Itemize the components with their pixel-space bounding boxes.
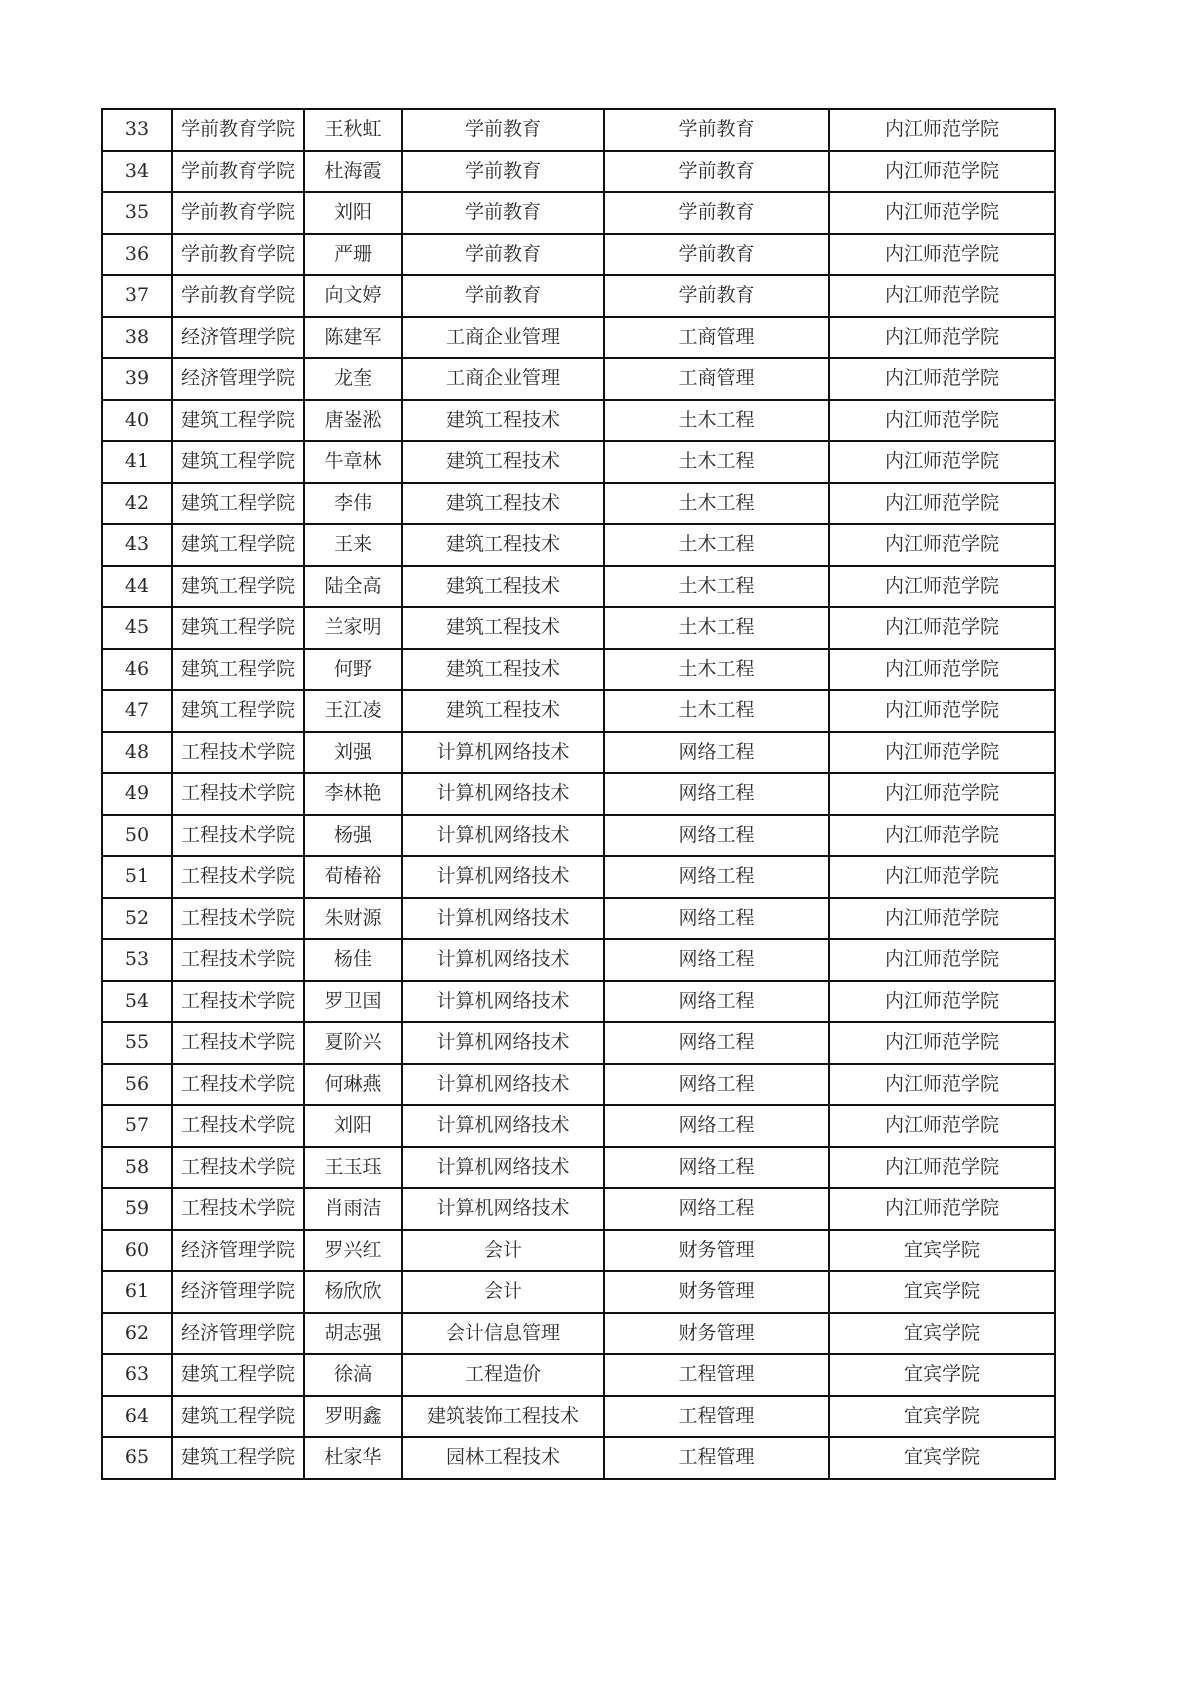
admitted-major-cell: 网络工程: [604, 815, 829, 857]
department-cell: 建筑工程学院: [172, 441, 304, 483]
department-cell: 学前教育学院: [172, 275, 304, 317]
admitted-university-cell: 内江师范学院: [829, 358, 1055, 400]
department-cell: 工程技术学院: [172, 981, 304, 1023]
admission-roster-table: [101, 108, 1056, 1480]
admitted-major-cell: 土木工程: [604, 524, 829, 566]
admitted-university-cell: 内江师范学院: [829, 192, 1055, 234]
department-cell: 工程技术学院: [172, 773, 304, 815]
row-number-cell: 44: [102, 566, 172, 608]
table-row: [102, 1313, 1055, 1355]
admitted-major-cell: 网络工程: [604, 773, 829, 815]
student-name-cell: 杨欣欣: [304, 1271, 402, 1313]
diploma-major-cell: 建筑工程技术: [402, 400, 604, 442]
student-name-cell: 龙奎: [304, 358, 402, 400]
student-name-cell: 徐滈: [304, 1354, 402, 1396]
admitted-university-cell: 内江师范学院: [829, 732, 1055, 774]
table-row: [102, 1188, 1055, 1230]
row-number-cell: 50: [102, 815, 172, 857]
student-name-cell: 荀椿裕: [304, 856, 402, 898]
admitted-major-cell: 学前教育: [604, 275, 829, 317]
student-name-cell: 夏阶兴: [304, 1022, 402, 1064]
table-row: [102, 981, 1055, 1023]
diploma-major-cell: 学前教育: [402, 109, 604, 151]
admitted-major-cell: 工程管理: [604, 1437, 829, 1479]
table-row: [102, 151, 1055, 193]
diploma-major-cell: 建筑工程技术: [402, 441, 604, 483]
row-number-cell: 64: [102, 1396, 172, 1438]
table-row: [102, 1271, 1055, 1313]
table-row: [102, 192, 1055, 234]
department-cell: 建筑工程学院: [172, 566, 304, 608]
department-cell: 建筑工程学院: [172, 649, 304, 691]
admitted-major-cell: 网络工程: [604, 856, 829, 898]
table-row: [102, 1396, 1055, 1438]
table-row: [102, 524, 1055, 566]
admitted-major-cell: 工程管理: [604, 1354, 829, 1396]
table-row: [102, 690, 1055, 732]
student-name-cell: 罗兴红: [304, 1230, 402, 1272]
admitted-major-cell: 网络工程: [604, 1147, 829, 1189]
admitted-major-cell: 网络工程: [604, 1022, 829, 1064]
row-number-cell: 54: [102, 981, 172, 1023]
table-row: [102, 1147, 1055, 1189]
admitted-major-cell: 网络工程: [604, 1188, 829, 1230]
admitted-university-cell: 内江师范学院: [829, 566, 1055, 608]
department-cell: 工程技术学院: [172, 815, 304, 857]
admitted-major-cell: 土木工程: [604, 649, 829, 691]
table-row: [102, 1354, 1055, 1396]
table-row: [102, 317, 1055, 359]
admitted-university-cell: 内江师范学院: [829, 815, 1055, 857]
student-name-cell: 陈建军: [304, 317, 402, 359]
table-row: [102, 441, 1055, 483]
department-cell: 经济管理学院: [172, 358, 304, 400]
row-number-cell: 49: [102, 773, 172, 815]
table-row: [102, 732, 1055, 774]
student-name-cell: 朱财源: [304, 898, 402, 940]
department-cell: 工程技术学院: [172, 1105, 304, 1147]
student-name-cell: 何野: [304, 649, 402, 691]
row-number-cell: 57: [102, 1105, 172, 1147]
table-row: [102, 856, 1055, 898]
table-row: [102, 773, 1055, 815]
row-number-cell: 34: [102, 151, 172, 193]
row-number-cell: 63: [102, 1354, 172, 1396]
diploma-major-cell: 计算机网络技术: [402, 815, 604, 857]
table-row: [102, 1437, 1055, 1479]
admitted-university-cell: 内江师范学院: [829, 275, 1055, 317]
student-name-cell: 李林艳: [304, 773, 402, 815]
row-number-cell: 33: [102, 109, 172, 151]
department-cell: 建筑工程学院: [172, 400, 304, 442]
admitted-university-cell: 内江师范学院: [829, 234, 1055, 276]
admitted-university-cell: 内江师范学院: [829, 1188, 1055, 1230]
department-cell: 经济管理学院: [172, 317, 304, 359]
row-number-cell: 42: [102, 483, 172, 525]
admitted-major-cell: 财务管理: [604, 1271, 829, 1313]
admitted-major-cell: 财务管理: [604, 1313, 829, 1355]
row-number-cell: 56: [102, 1064, 172, 1106]
student-name-cell: 胡志强: [304, 1313, 402, 1355]
admitted-major-cell: 学前教育: [604, 151, 829, 193]
student-name-cell: 李伟: [304, 483, 402, 525]
diploma-major-cell: 计算机网络技术: [402, 1064, 604, 1106]
table-row: [102, 649, 1055, 691]
row-number-cell: 65: [102, 1437, 172, 1479]
student-name-cell: 向文婷: [304, 275, 402, 317]
admitted-university-cell: 内江师范学院: [829, 898, 1055, 940]
department-cell: 工程技术学院: [172, 1188, 304, 1230]
table-row: [102, 275, 1055, 317]
department-cell: 学前教育学院: [172, 234, 304, 276]
student-name-cell: 刘强: [304, 732, 402, 774]
admitted-university-cell: 内江师范学院: [829, 773, 1055, 815]
row-number-cell: 59: [102, 1188, 172, 1230]
admitted-university-cell: 内江师范学院: [829, 981, 1055, 1023]
department-cell: 建筑工程学院: [172, 607, 304, 649]
row-number-cell: 35: [102, 192, 172, 234]
admitted-major-cell: 工商管理: [604, 358, 829, 400]
admitted-major-cell: 网络工程: [604, 981, 829, 1023]
admitted-university-cell: 内江师范学院: [829, 524, 1055, 566]
table-row: [102, 566, 1055, 608]
diploma-major-cell: 学前教育: [402, 234, 604, 276]
table-row: [102, 1064, 1055, 1106]
admitted-major-cell: 网络工程: [604, 732, 829, 774]
diploma-major-cell: 计算机网络技术: [402, 898, 604, 940]
row-number-cell: 52: [102, 898, 172, 940]
admitted-major-cell: 学前教育: [604, 192, 829, 234]
diploma-major-cell: 会计: [402, 1271, 604, 1313]
diploma-major-cell: 学前教育: [402, 192, 604, 234]
admitted-university-cell: 内江师范学院: [829, 1147, 1055, 1189]
row-number-cell: 53: [102, 939, 172, 981]
diploma-major-cell: 学前教育: [402, 275, 604, 317]
diploma-major-cell: 园林工程技术: [402, 1437, 604, 1479]
admitted-university-cell: 内江师范学院: [829, 1105, 1055, 1147]
diploma-major-cell: 计算机网络技术: [402, 1022, 604, 1064]
admitted-major-cell: 网络工程: [604, 1064, 829, 1106]
row-number-cell: 43: [102, 524, 172, 566]
department-cell: 工程技术学院: [172, 939, 304, 981]
diploma-major-cell: 计算机网络技术: [402, 1188, 604, 1230]
department-cell: 建筑工程学院: [172, 483, 304, 525]
student-name-cell: 杨强: [304, 815, 402, 857]
row-number-cell: 61: [102, 1271, 172, 1313]
student-name-cell: 杜海霞: [304, 151, 402, 193]
admitted-major-cell: 网络工程: [604, 939, 829, 981]
admitted-university-cell: 内江师范学院: [829, 1022, 1055, 1064]
row-number-cell: 41: [102, 441, 172, 483]
admitted-university-cell: 内江师范学院: [829, 400, 1055, 442]
student-name-cell: 牛章林: [304, 441, 402, 483]
row-number-cell: 39: [102, 358, 172, 400]
diploma-major-cell: 计算机网络技术: [402, 732, 604, 774]
table-row: [102, 109, 1055, 151]
department-cell: 工程技术学院: [172, 1147, 304, 1189]
table-row: [102, 483, 1055, 525]
student-name-cell: 王来: [304, 524, 402, 566]
student-name-cell: 王江凌: [304, 690, 402, 732]
table-row: [102, 1230, 1055, 1272]
diploma-major-cell: 计算机网络技术: [402, 773, 604, 815]
table-row: [102, 607, 1055, 649]
student-name-cell: 杨佳: [304, 939, 402, 981]
admitted-university-cell: 内江师范学院: [829, 856, 1055, 898]
diploma-major-cell: 计算机网络技术: [402, 981, 604, 1023]
admitted-university-cell: 内江师范学院: [829, 649, 1055, 691]
admitted-major-cell: 土木工程: [604, 690, 829, 732]
admitted-major-cell: 工程管理: [604, 1396, 829, 1438]
admitted-major-cell: 网络工程: [604, 1105, 829, 1147]
department-cell: 建筑工程学院: [172, 1437, 304, 1479]
student-name-cell: 王玉珏: [304, 1147, 402, 1189]
diploma-major-cell: 会计信息管理: [402, 1313, 604, 1355]
row-number-cell: 46: [102, 649, 172, 691]
admitted-university-cell: 宜宾学院: [829, 1313, 1055, 1355]
admitted-university-cell: 内江师范学院: [829, 483, 1055, 525]
department-cell: 学前教育学院: [172, 109, 304, 151]
admitted-major-cell: 土木工程: [604, 607, 829, 649]
admitted-university-cell: 宜宾学院: [829, 1437, 1055, 1479]
row-number-cell: 51: [102, 856, 172, 898]
diploma-major-cell: 建筑工程技术: [402, 607, 604, 649]
row-number-cell: 38: [102, 317, 172, 359]
department-cell: 学前教育学院: [172, 151, 304, 193]
diploma-major-cell: 建筑工程技术: [402, 566, 604, 608]
student-name-cell: 何琳燕: [304, 1064, 402, 1106]
admitted-major-cell: 土木工程: [604, 483, 829, 525]
student-name-cell: 王秋虹: [304, 109, 402, 151]
diploma-major-cell: 建筑工程技术: [402, 690, 604, 732]
student-name-cell: 唐崟淞: [304, 400, 402, 442]
row-number-cell: 55: [102, 1022, 172, 1064]
admitted-university-cell: 内江师范学院: [829, 607, 1055, 649]
diploma-major-cell: 计算机网络技术: [402, 1105, 604, 1147]
admitted-university-cell: 内江师范学院: [829, 441, 1055, 483]
department-cell: 建筑工程学院: [172, 1354, 304, 1396]
roster-table-body: [102, 109, 1055, 1479]
department-cell: 工程技术学院: [172, 856, 304, 898]
diploma-major-cell: 建筑装饰工程技术: [402, 1396, 604, 1438]
department-cell: 工程技术学院: [172, 1064, 304, 1106]
admitted-major-cell: 财务管理: [604, 1230, 829, 1272]
admitted-university-cell: 内江师范学院: [829, 690, 1055, 732]
admitted-university-cell: 内江师范学院: [829, 1064, 1055, 1106]
diploma-major-cell: 计算机网络技术: [402, 939, 604, 981]
student-name-cell: 罗明鑫: [304, 1396, 402, 1438]
admitted-university-cell: 宜宾学院: [829, 1354, 1055, 1396]
department-cell: 经济管理学院: [172, 1230, 304, 1272]
table-row: [102, 234, 1055, 276]
diploma-major-cell: 建筑工程技术: [402, 483, 604, 525]
row-number-cell: 58: [102, 1147, 172, 1189]
diploma-major-cell: 工商企业管理: [402, 358, 604, 400]
diploma-major-cell: 会计: [402, 1230, 604, 1272]
admitted-major-cell: 学前教育: [604, 234, 829, 276]
table-row: [102, 400, 1055, 442]
admitted-university-cell: 内江师范学院: [829, 109, 1055, 151]
admitted-major-cell: 工商管理: [604, 317, 829, 359]
row-number-cell: 37: [102, 275, 172, 317]
admitted-major-cell: 学前教育: [604, 109, 829, 151]
diploma-major-cell: 计算机网络技术: [402, 856, 604, 898]
student-name-cell: 杜家华: [304, 1437, 402, 1479]
diploma-major-cell: 工商企业管理: [402, 317, 604, 359]
row-number-cell: 45: [102, 607, 172, 649]
table-row: [102, 898, 1055, 940]
admitted-university-cell: 宜宾学院: [829, 1230, 1055, 1272]
admitted-major-cell: 网络工程: [604, 898, 829, 940]
admitted-major-cell: 土木工程: [604, 441, 829, 483]
admitted-university-cell: 内江师范学院: [829, 939, 1055, 981]
row-number-cell: 47: [102, 690, 172, 732]
table-row: [102, 358, 1055, 400]
student-name-cell: 刘阳: [304, 1105, 402, 1147]
student-name-cell: 罗卫国: [304, 981, 402, 1023]
admitted-university-cell: 宜宾学院: [829, 1396, 1055, 1438]
department-cell: 建筑工程学院: [172, 524, 304, 566]
department-cell: 建筑工程学院: [172, 1396, 304, 1438]
admitted-university-cell: 内江师范学院: [829, 151, 1055, 193]
diploma-major-cell: 建筑工程技术: [402, 524, 604, 566]
table-row: [102, 815, 1055, 857]
department-cell: 经济管理学院: [172, 1313, 304, 1355]
department-cell: 经济管理学院: [172, 1271, 304, 1313]
row-number-cell: 48: [102, 732, 172, 774]
diploma-major-cell: 工程造价: [402, 1354, 604, 1396]
department-cell: 工程技术学院: [172, 1022, 304, 1064]
row-number-cell: 60: [102, 1230, 172, 1272]
table-row: [102, 1105, 1055, 1147]
table-row: [102, 1022, 1055, 1064]
department-cell: 学前教育学院: [172, 192, 304, 234]
diploma-major-cell: 学前教育: [402, 151, 604, 193]
student-name-cell: 陆全高: [304, 566, 402, 608]
department-cell: 建筑工程学院: [172, 690, 304, 732]
table-row: [102, 939, 1055, 981]
department-cell: 工程技术学院: [172, 898, 304, 940]
student-name-cell: 刘阳: [304, 192, 402, 234]
department-cell: 工程技术学院: [172, 732, 304, 774]
student-name-cell: 兰家明: [304, 607, 402, 649]
diploma-major-cell: 建筑工程技术: [402, 649, 604, 691]
student-name-cell: 肖雨洁: [304, 1188, 402, 1230]
diploma-major-cell: 计算机网络技术: [402, 1147, 604, 1189]
row-number-cell: 40: [102, 400, 172, 442]
admitted-major-cell: 土木工程: [604, 400, 829, 442]
row-number-cell: 36: [102, 234, 172, 276]
admitted-major-cell: 土木工程: [604, 566, 829, 608]
student-name-cell: 严珊: [304, 234, 402, 276]
admitted-university-cell: 内江师范学院: [829, 317, 1055, 359]
row-number-cell: 62: [102, 1313, 172, 1355]
admitted-university-cell: 宜宾学院: [829, 1271, 1055, 1313]
